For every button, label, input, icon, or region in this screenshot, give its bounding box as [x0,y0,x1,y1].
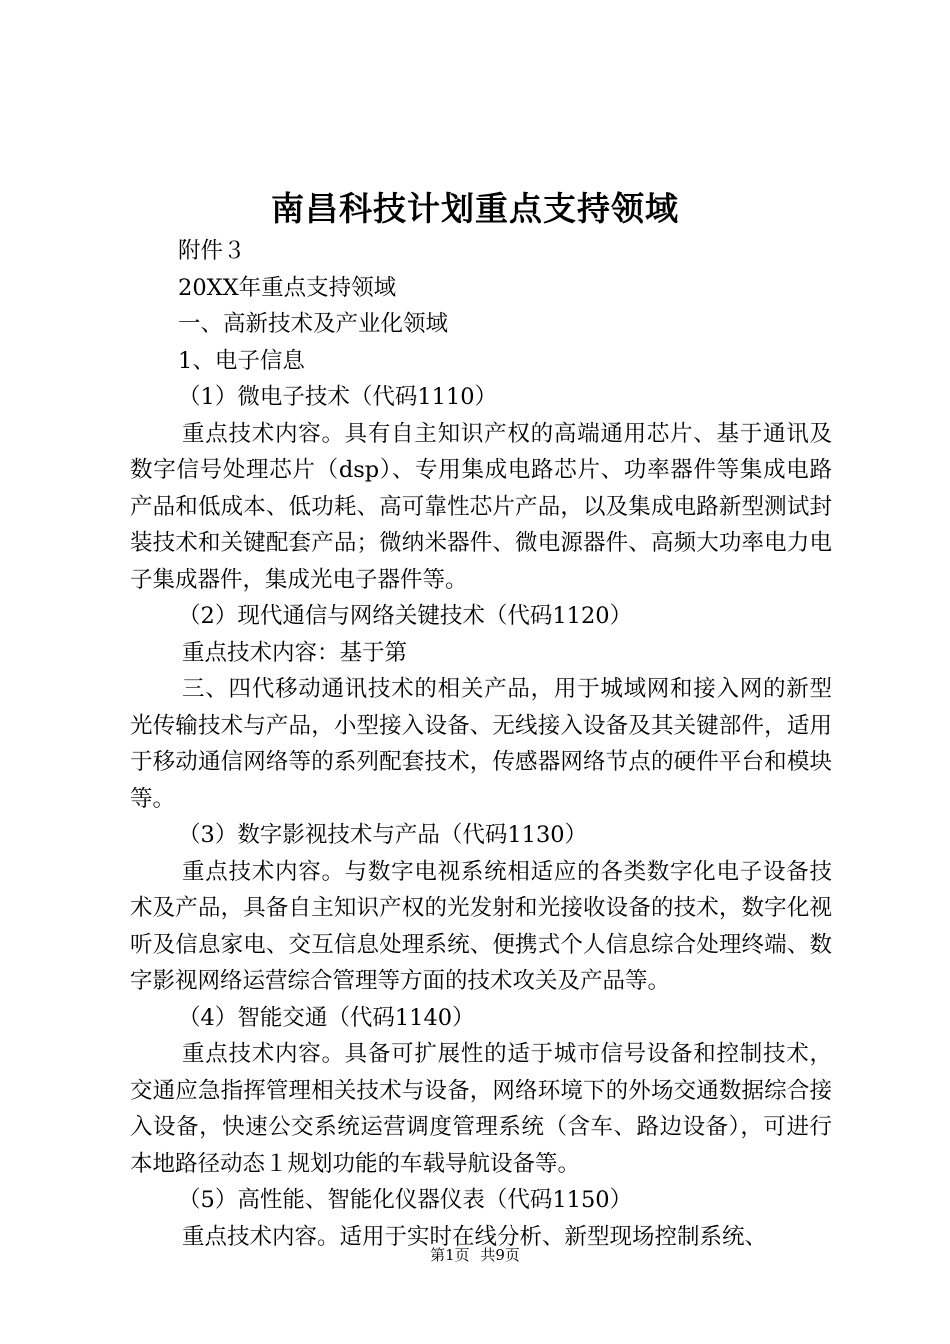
item-heading-5: （5）高性能、智能化仪器仪表（代码1150） [178,1187,633,1213]
subsection-heading: 1、电子信息 [178,347,305,374]
item-paragraph: 重点技术内容。与数字电视系统相适应的各类数字化电子设备技术及产品，具备自主知识产权的光发射和光接收设备的技术，数字化视听及信息家电、交互信息处理系统、便携式个人信息综合处理终端、数字影视网络运营综合管理等方面的技术攻关及产品等。 [130,858,832,994]
page-footer [0,1244,950,1266]
attachment-label: 附件３ [178,238,246,264]
item-heading-3: （3）数字影视技术与产品（代码1130） [178,822,588,848]
item-paragraph: 重点技术内容。适用于实时在线分析、新型现场控制系统、 [182,1223,768,1250]
item-heading-2: （2）现代通信与网络关键技术（代码1120） [178,603,633,629]
item-paragraph: 重点技术内容。具有自主知识产权的高端通用芯片、基于通讯及数字信号处理芯片（dsp）、专用集成电路芯片、功率器件等集成电路产品和低成本、低功耗、高可靠性芯片产品，以及集成电路新型测试封装技术和关键配套产品；微纳米器件、微电源器件、高频大功率电力电子集成器件，集成光电子器件等。 [130,420,832,593]
section-heading: 一、高新技术及产业化领域 [178,311,449,337]
item-heading-4: （4）智能交通（代码1140） [178,1004,475,1031]
item-heading-1: （1）微电子技术（代码1110） [178,384,498,410]
item-paragraph: 重点技术内容。具备可扩展性的适于城市信号设备和控制技术，交通应急指挥管理相关技术与设备，网络环境下的外场交通数据综合接入设备，快速公交系统运营调度管理系统（含车、路边设备），可进行本地路径动态１规划功能的车载导航设备等。 [130,1041,832,1177]
page-number: 第1页 [430,1246,470,1264]
year-heading: 20XX年重点支持领域 [178,274,397,301]
item-paragraph: 重点技术内容：基于第 [182,639,408,666]
page-total: 共9页 [480,1246,520,1264]
item-paragraph: 三、四代移动通讯技术的相关产品，用于城域网和接入网的新型光传输技术与产品，小型接入设备、无线接入设备及其关键部件，适用于移动通信网络等的系列配套技术，传感器网络节点的硬件平台和模块等。 [130,676,832,812]
document-body [130,233,832,1255]
document-title: 南昌科技计划重点支持领域 [271,189,679,228]
